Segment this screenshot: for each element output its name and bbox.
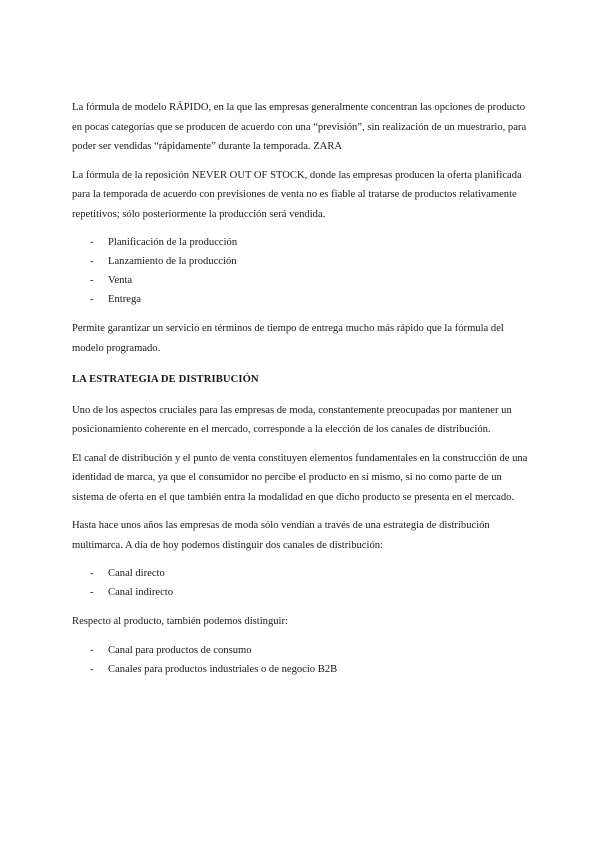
dash-bullet: -: [90, 275, 94, 286]
list-item-text: Canal para productos de consumo: [108, 644, 252, 656]
product-channels-list: [72, 641, 530, 679]
list-item-text: Canales para productos industriales o de negocio B2B: [108, 663, 338, 675]
list-item-text: Planificación de la producción: [108, 237, 238, 248]
dash-bullet: -: [90, 663, 94, 675]
list-item-text: Lanzamiento de la producción: [108, 256, 237, 267]
dash-bullet: -: [90, 568, 94, 579]
dash-bullet: -: [90, 256, 94, 267]
list-item: [72, 660, 530, 679]
dash-bullet: -: [90, 237, 94, 248]
list-item-text: Entrega: [108, 294, 141, 305]
paragraph-multibrand: Hasta hace unos años las empresas de moda sólo vendían a través de una estrategia de distribución multimarca. A día de hoy podemos distinguir dos canales de distribución:: [72, 520, 490, 551]
paragraph-distribution-channels: Uno de los aspectos cruciales para las empresas de moda, constantemente preocupadas por mantener un posicionamiento coherente en el mercado, corresponde a la elección de los canales de distribución.: [72, 404, 512, 435]
dash-bullet: -: [90, 294, 94, 305]
list-item: [72, 271, 530, 290]
list-item: [72, 583, 530, 602]
list-item-text: Canal indirecto: [108, 587, 174, 598]
list-item-text: Canal directo: [108, 568, 165, 579]
section-heading: LA ESTRATEGIA DE DISTRIBUCIÓN: [72, 374, 259, 385]
list-item: [72, 564, 530, 583]
list-item: [72, 252, 530, 271]
paragraph-product-respect: Respecto al producto, también podemos distinguir:: [72, 616, 288, 627]
paragraph-never-out-of-stock: La fórmula de la reposición NEVER OUT OF STOCK, donde las empresas producen la oferta planificada para la temporada de acuerdo con previsiones de venta no es fiable al tratarse de productos relativamente repetitivos; sólo posteriormente la producción será vendida.: [72, 169, 522, 220]
dash-bullet: -: [90, 644, 94, 656]
production-steps-list: [72, 233, 530, 309]
list-item-text: Venta: [108, 275, 133, 286]
channel-types-list: [72, 564, 530, 602]
paragraph-service-guarantee: Permite garantizar un servicio en términos de tiempo de entrega mucho más rápido que la fórmula del modelo programado.: [72, 323, 504, 354]
list-item: [72, 641, 530, 660]
paragraph-modelo-rapido: La fórmula de modelo RÁPIDO, en la que las empresas generalmente concentran las opciones de producto en pocas categorías que se producen de acuerdo con una “previsión”, sin realización de un muestrario, para poder ser vendidas “rápidamente” durante la temporada. ZARA: [72, 102, 527, 152]
list-item: [72, 233, 530, 252]
paragraph-brand-identity: El canal de distribución y el punto de venta constituyen elementos fundamentales en la construcción de una identidad de marca, ya que el consumidor no percibe el producto en sí mismo, si no como parte de un sistema de oferta en el que también entra la modalidad en que dicho producto se presenta en el mercado.: [72, 452, 528, 503]
list-item: [72, 290, 530, 309]
document-page: [72, 98, 530, 689]
dash-bullet: -: [90, 587, 94, 598]
